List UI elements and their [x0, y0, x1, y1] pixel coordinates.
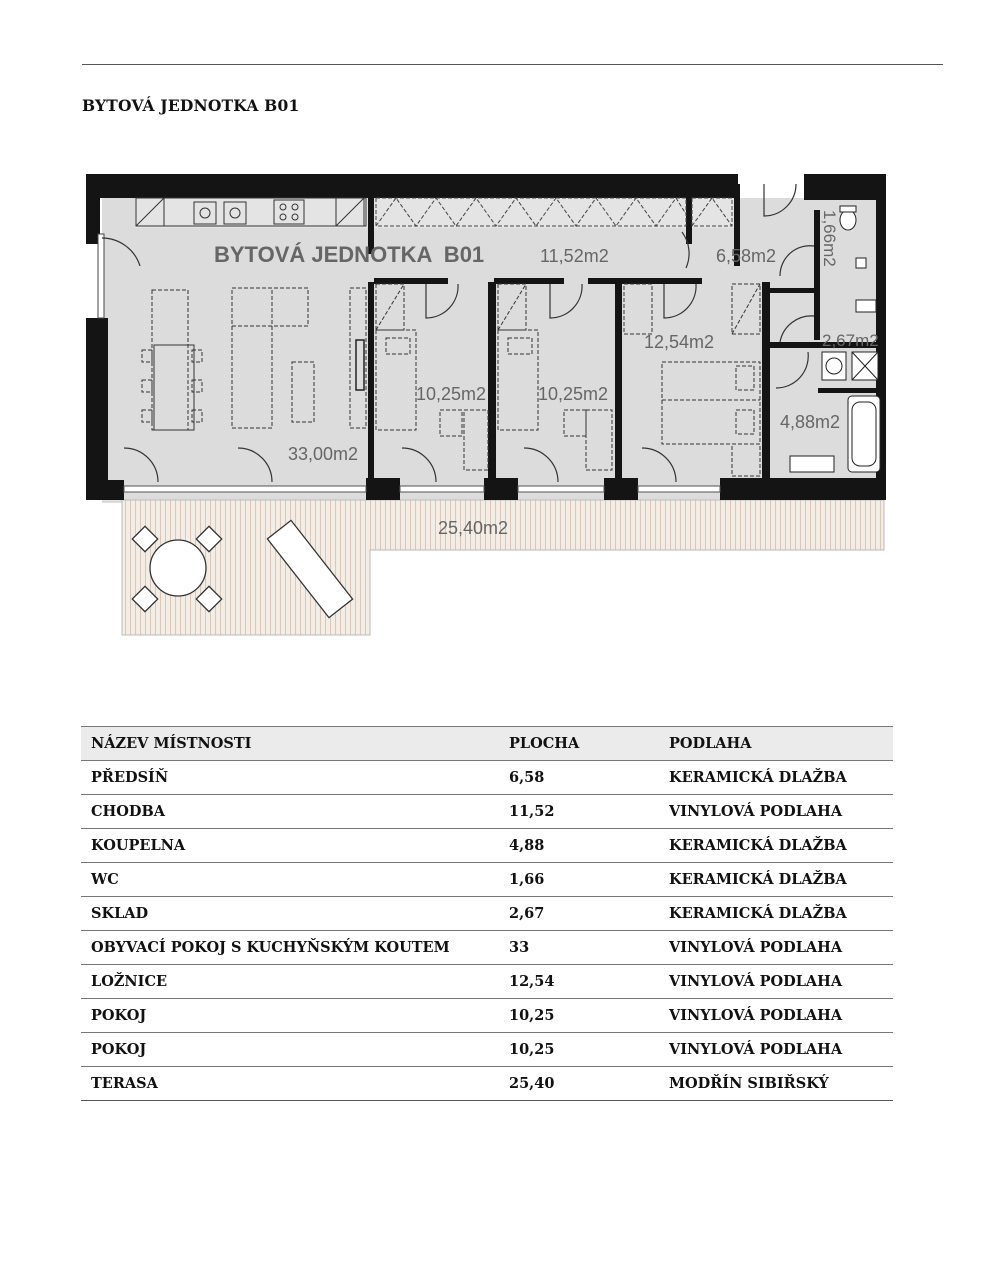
room-floor: VINYLOVÁ PODLAHA [659, 795, 893, 829]
room-floor: VINYLOVÁ PODLAHA [659, 1033, 893, 1067]
area-room1: 10,25m2 [416, 384, 487, 404]
room-area: 4,88 [499, 829, 659, 863]
room-name: PŘEDSÍŇ [81, 761, 499, 795]
document-title: BYTOVÁ JEDNOTKA B01 [82, 96, 300, 115]
table-row [81, 1067, 893, 1101]
room-name: WC [81, 863, 499, 897]
room-area: 2,67 [499, 897, 659, 931]
header-floor: PODLAHA [659, 727, 893, 761]
room-area: 10,25 [499, 1033, 659, 1067]
area-room2: 10,25m2 [538, 384, 609, 404]
room-area: 10,25 [499, 999, 659, 1033]
area-storage: 2,67m2 [822, 331, 879, 350]
room-name: TERASA [81, 1067, 499, 1101]
area-bathroom: 4,88m2 [780, 412, 841, 432]
header-area: PLOCHA [499, 727, 659, 761]
area-wc: 1,66m2 [820, 210, 839, 267]
room-floor: KERAMICKÁ DLAŽBA [659, 863, 893, 897]
table-row [81, 829, 893, 863]
room-name: CHODBA [81, 795, 499, 829]
room-name: POKOJ [81, 999, 499, 1033]
table-row [81, 897, 893, 931]
room-name: LOŽNICE [81, 965, 499, 999]
room-name: POKOJ [81, 1033, 499, 1067]
header-room-name: NÁZEV MÍSTNOSTI [81, 727, 499, 761]
room-area: 1,66 [499, 863, 659, 897]
room-area: 33 [499, 931, 659, 965]
table-row [81, 1033, 893, 1067]
living-window [98, 234, 104, 318]
floor-plan [80, 170, 890, 640]
room-floor: VINYLOVÁ PODLAHA [659, 999, 893, 1033]
unit-label: BYTOVÁ JEDNOTKA B01 [214, 242, 485, 267]
room-name: SKLAD [81, 897, 499, 931]
area-hall: 11,52m2 [540, 246, 609, 266]
room-floor: KERAMICKÁ DLAŽBA [659, 897, 893, 931]
room-floor: MODŘÍN SIBIŘSKÝ [659, 1067, 893, 1101]
area-entry: 6,58m2 [716, 246, 777, 266]
table-row [81, 863, 893, 897]
room-area: 12,54 [499, 965, 659, 999]
area-bedroom: 12,54m2 [644, 332, 715, 352]
room-floor: KERAMICKÁ DLAŽBA [659, 761, 893, 795]
room-area: 25,40 [499, 1067, 659, 1101]
table-row [81, 999, 893, 1033]
table-header-row [81, 727, 893, 761]
table-row [81, 795, 893, 829]
room-name: KOUPELNA [81, 829, 499, 863]
rooms-table [81, 726, 893, 1101]
room-floor: VINYLOVÁ PODLAHA [659, 965, 893, 999]
top-rule [82, 64, 943, 65]
room-name: OBYVACÍ POKOJ S KUCHYŇSKÝM KOUTEM [81, 931, 499, 965]
area-living: 33,00m2 [288, 444, 359, 464]
room-area: 11,52 [499, 795, 659, 829]
room-area: 6,58 [499, 761, 659, 795]
area-terrace: 25,40m2 [438, 518, 509, 538]
table-row [81, 931, 893, 965]
room-floor: KERAMICKÁ DLAŽBA [659, 829, 893, 863]
table-row [81, 761, 893, 795]
room-floor: VINYLOVÁ PODLAHA [659, 931, 893, 965]
table-row [81, 965, 893, 999]
